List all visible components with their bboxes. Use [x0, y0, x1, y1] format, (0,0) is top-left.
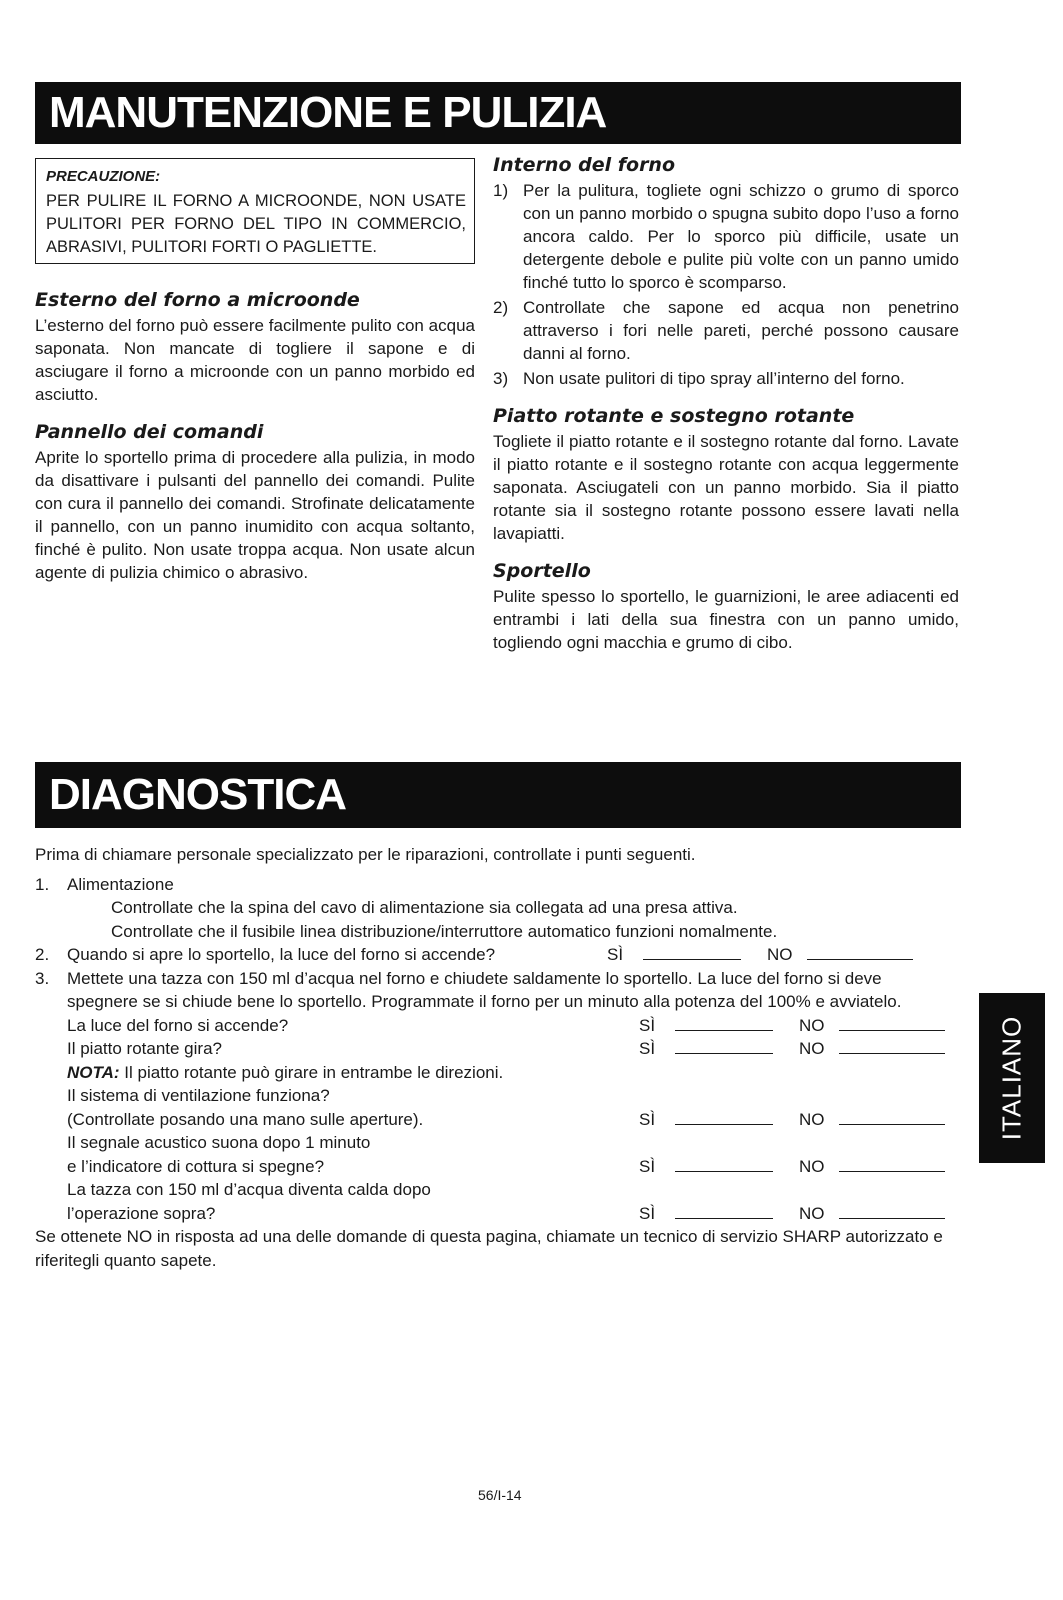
check-item-door-light	[35, 943, 945, 967]
note-text: Il piatto rotante può girare in entrambe le direzioni.	[119, 1062, 504, 1082]
sub-questions	[35, 1014, 945, 1226]
no-label: NO	[799, 1015, 825, 1035]
yes-no-answer	[639, 1202, 945, 1226]
question-text: La luce del forno si accende?	[67, 1015, 289, 1035]
no-blank	[839, 1155, 945, 1172]
door-text: Pulite spesso lo sportello, le guarnizioni, le aree adiacenti ed entrambi i lati della sua finestra con un panno umido, togliendo ogni macchia e grumo di cibo.	[493, 587, 959, 652]
list-item-text: Non usate pulitori di tipo spray all’interno del forno.	[523, 369, 905, 388]
closing-text: Se ottenete NO in risposta ad una delle domande di questa pagina, chiamate un tecnico di servizio SHARP autorizzato e riferitegli quanto sapete.	[35, 1227, 943, 1270]
no-blank	[839, 1014, 945, 1031]
item-number: 3.	[35, 968, 50, 988]
door-heading: Sportello	[493, 560, 591, 582]
caution-title: PRECAUZIONE:	[46, 168, 161, 185]
yes-blank	[675, 1155, 773, 1172]
no-blank	[839, 1108, 945, 1125]
yes-blank	[675, 1014, 773, 1031]
language-tab	[979, 993, 1045, 1163]
exterior-text: L’esterno del forno può essere facilmente pulito con acqua saponata. Non mancate di togliere il sapone e di asciugare il forno a microonde con un panno morbido ed asciutto.	[35, 316, 475, 404]
item-number: 2.	[35, 945, 50, 964]
caution-text: PER PULIRE IL FORNO A MICROONDE, NON USATE PULITORI PER FORNO DEL TIPO IN COMMERCIO, ABRASIVI, PULITORI FORTI O PAGLIETTE.	[46, 192, 466, 256]
no-label: NO	[799, 1039, 825, 1058]
yes-label: SÌ	[639, 1156, 656, 1176]
question-cup	[67, 1202, 945, 1226]
question-beep	[67, 1155, 945, 1179]
check-item-power	[35, 873, 945, 897]
diagnostics-intro: Prima di chiamare personale specializzato per le riparazioni, controllate i punti seguenti.	[35, 845, 696, 864]
yes-no-answer	[607, 943, 913, 967]
no-label: NO	[799, 1156, 825, 1176]
page-number: 56/I-14	[478, 1487, 522, 1503]
exterior-heading: Esterno del forno a microonde	[35, 289, 360, 311]
question-vent	[67, 1108, 945, 1132]
yes-label: SÌ	[639, 1203, 656, 1223]
yes-no-answer	[639, 1155, 945, 1179]
caution-box	[35, 158, 475, 264]
list-item-number: 1)	[493, 181, 509, 200]
yes-blank	[675, 1202, 773, 1219]
right-column	[493, 153, 959, 668]
no-label: NO	[767, 945, 793, 964]
yes-label: SÌ	[639, 1015, 656, 1035]
question-text: l’operazione sopra?	[67, 1203, 216, 1223]
left-column	[35, 158, 475, 598]
turntable-heading: Piatto rotante e sostegno rotante	[493, 405, 855, 427]
item-number: 1.	[35, 874, 50, 894]
door-light-question	[67, 943, 945, 967]
question-text: Quando si apre lo sportello, la luce del forno si accende?	[67, 945, 496, 964]
list-item-text: Controllate che sapone ed acqua non penetrino attraverso i fori nelle pareti, perché possono causare danni al forno.	[523, 298, 959, 363]
diagnostics-heading: DIAGNOSTICA	[49, 770, 346, 819]
control-panel-heading: Pannello dei comandi	[35, 421, 264, 443]
no-blank	[807, 943, 913, 960]
list-item-text: Per la pulitura, togliete ogni schizzo o grumo di sporco con un panno morbido o spugna subito dopo l’uso a forno ancora caldo. Per lo sporco più difficile, usate un detergente debole e pulite più volte con un panno umido finché tutto lo sporco è scomparso.	[523, 181, 959, 292]
no-blank	[839, 1202, 945, 1219]
power-check-1: Controllate che la spina del cavo di alimentazione sia collegata ad una presa attiva.	[111, 898, 738, 917]
control-panel-text: Aprite lo sportello prima di procedere alla pulizia, in modo da disattivare i pulsanti del pannello dei comandi. Pulite con cura il pannello dei comandi. Strofinate delicatamente il pannello, con un panno inumidito con acqua soltanto, finché è pulito. Non usate troppa acqua. Non usate alcun agente di pulizia chimico o abrasivo.	[35, 448, 475, 582]
note-label: NOTA:	[67, 1062, 120, 1082]
yes-no-answer	[639, 1037, 945, 1061]
check-item-cup-test	[35, 967, 945, 1014]
question-cup-line1: La tazza con 150 ml d’acqua diventa calda dopo	[67, 1180, 431, 1199]
question-vent-line1: Il sistema di ventilazione funziona?	[67, 1086, 330, 1105]
maintenance-banner	[35, 82, 961, 144]
item-title: Alimentazione	[67, 874, 174, 894]
yes-no-answer	[639, 1014, 945, 1038]
question-turntable	[67, 1037, 945, 1061]
no-blank	[839, 1037, 945, 1054]
yes-blank	[643, 943, 741, 960]
question-text: e l’indicatore di cottura si spegne?	[67, 1156, 325, 1176]
list-item	[493, 296, 959, 365]
yes-label: SÌ	[639, 1109, 656, 1129]
question-beep-line1: Il segnale acustico suona dopo 1 minuto	[67, 1133, 371, 1152]
power-check-2: Controllate che il fusibile linea distribuzione/interruttore automatico funzioni nomalmente.	[111, 921, 778, 941]
yes-blank	[675, 1037, 773, 1054]
yes-label: SÌ	[607, 945, 624, 964]
list-item-number: 2)	[493, 298, 509, 317]
turntable-text: Togliete il piatto rotante e il sostegno rotante dal forno. Lavate il piatto rotante e il sostegno rotante con acqua leggermente saponata. Asciugateli con un panno morbido. Sia il piatto rotante sia il sostegno rotante possono essere lavati nella lavapiatti.	[493, 432, 959, 543]
note	[67, 1061, 945, 1085]
yes-blank	[675, 1108, 773, 1125]
question-text: Il piatto rotante gira?	[67, 1039, 222, 1058]
list-item-number: 3)	[493, 369, 509, 388]
language-label: ITALIANO	[996, 1015, 1027, 1141]
no-label: NO	[799, 1203, 825, 1223]
list-item	[493, 179, 959, 294]
diagnostics-banner	[35, 762, 961, 828]
interior-list	[493, 179, 959, 390]
yes-label: SÌ	[639, 1039, 656, 1058]
yes-no-answer	[639, 1108, 945, 1132]
list-item	[493, 367, 959, 390]
diagnostics-section	[35, 843, 945, 1272]
maintenance-heading: MANUTENZIONE E PULIZIA	[49, 88, 607, 137]
question-light	[67, 1014, 945, 1038]
question-text: (Controllate posando una mano sulle aperture).	[67, 1109, 424, 1129]
cup-test-text: Mettete una tazza con 150 ml d’acqua nel forno e chiudete saldamente lo sportello. La luce del forno si deve spegnere se si chiude bene lo sportello. Programmate il forno per un minuto alla potenza del 100% e avviatelo.	[67, 968, 902, 1011]
interior-heading: Interno del forno	[493, 154, 676, 176]
no-label: NO	[799, 1109, 825, 1129]
